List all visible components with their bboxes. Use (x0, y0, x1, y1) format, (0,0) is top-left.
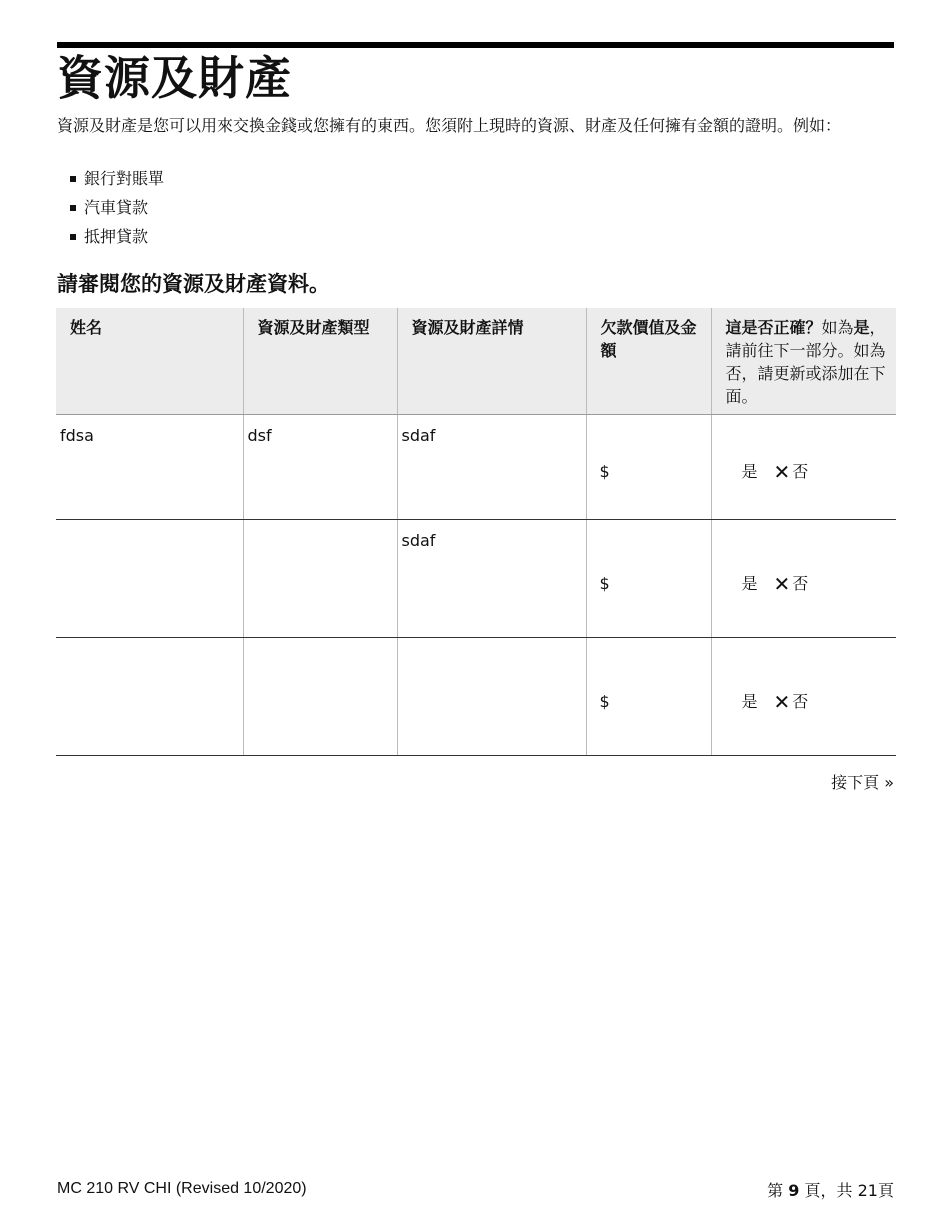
double-chevron-right-icon: » (884, 773, 894, 792)
cell-type: dsf (243, 415, 397, 520)
table-row (56, 520, 896, 638)
list-item: 抵押貸款 (70, 222, 164, 251)
next-page-link[interactable]: 接下頁 » (831, 773, 894, 792)
cell-details: sdaf (397, 415, 586, 520)
header-correct: 這是否正確？如為是，請前往下一部分。如為否，請更新或添加在下面。 (711, 308, 896, 415)
cell-amount: $ (586, 520, 711, 638)
header-amount: 欠款價值及金額 (586, 308, 711, 415)
intro-text: 資源及財產是您可以用來交換金錢或您擁有的東西。您須附上現時的資源、財產及任何擁有金額的證明。例如： (57, 116, 842, 135)
bullet-square-icon (70, 234, 76, 240)
cell-details (397, 638, 586, 756)
page-title: 資源及財產 (57, 51, 292, 105)
yes-option[interactable]: 是 (741, 573, 758, 593)
list-item: 銀行對賬單 (70, 164, 164, 193)
x-mark-icon[interactable]: ✕ (773, 689, 791, 714)
cell-correct (711, 415, 896, 520)
page-indicator: 第 9 頁，共 21頁 (767, 1181, 894, 1200)
cell-type (243, 638, 397, 756)
no-option[interactable]: 否 (792, 691, 809, 711)
bullet-square-icon (70, 205, 76, 211)
cell-type (243, 520, 397, 638)
list-item: 汽車貸款 (70, 193, 164, 222)
table-header-row (56, 308, 896, 415)
table-row (56, 638, 896, 756)
cell-amount: $ (586, 415, 711, 520)
cell-name: fdsa (56, 415, 243, 520)
examples-list (70, 164, 164, 251)
cell-correct (711, 520, 896, 638)
yes-option[interactable]: 是 (741, 462, 758, 481)
x-mark-icon[interactable]: ✕ (773, 460, 791, 484)
resources-table (56, 308, 896, 756)
review-heading: 請審閱您的資源及財產資料。 (57, 272, 330, 296)
top-rule (57, 42, 894, 48)
bullet-square-icon (70, 176, 76, 182)
cell-correct (711, 638, 896, 756)
form-id: MC 210 RV CHI (Revised 10/2020) (57, 1180, 307, 1197)
table-row (56, 415, 896, 520)
header-type: 資源及財產類型 (243, 308, 397, 415)
no-option[interactable]: 否 (792, 462, 809, 481)
cell-details: sdaf (397, 520, 586, 638)
cell-amount: $ (586, 638, 711, 756)
no-option[interactable]: 否 (792, 573, 809, 593)
header-name: 姓名 (56, 308, 243, 415)
header-details: 資源及財產詳情 (397, 308, 586, 415)
cell-name (56, 520, 243, 638)
cell-name (56, 638, 243, 756)
yes-option[interactable]: 是 (741, 691, 758, 711)
x-mark-icon[interactable]: ✕ (773, 571, 791, 596)
